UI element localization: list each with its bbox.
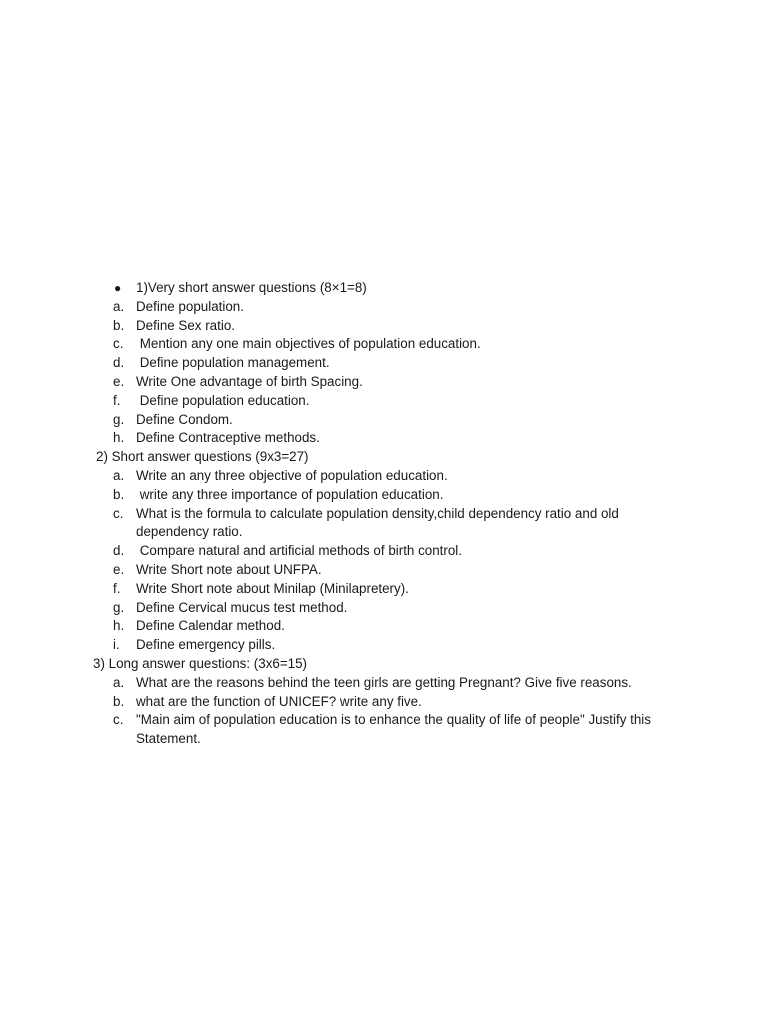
list-item-continuation bbox=[0, 523, 768, 542]
list-item bbox=[0, 561, 768, 580]
item-text: Define population management. bbox=[136, 355, 330, 371]
list-item bbox=[0, 711, 768, 730]
list-item bbox=[0, 354, 768, 373]
item-text-continued: Statement. bbox=[136, 731, 201, 747]
item-marker: d. bbox=[113, 355, 125, 371]
list-item-continuation bbox=[0, 730, 768, 749]
list-item bbox=[0, 429, 768, 448]
item-text: Define population. bbox=[136, 298, 244, 314]
item-text: "Main aim of population education is to enhance the quality of life of people" Justify this bbox=[136, 712, 651, 728]
section-title: 1)Very short answer questions (8×1=8) bbox=[136, 280, 367, 295]
list-item bbox=[0, 335, 768, 354]
item-marker: h. bbox=[113, 618, 125, 634]
item-text: Write Short note about UNFPA. bbox=[136, 561, 322, 577]
item-marker: a. bbox=[113, 298, 125, 314]
item-text: Define Cervical mucus test method. bbox=[136, 599, 348, 615]
list-item bbox=[0, 542, 768, 561]
list-item bbox=[0, 617, 768, 636]
item-text: write any three importance of population education. bbox=[136, 486, 444, 502]
item-marker: b. bbox=[113, 317, 125, 333]
item-marker: c. bbox=[113, 505, 124, 521]
list-item bbox=[0, 505, 768, 524]
list-item bbox=[0, 467, 768, 486]
item-marker: f. bbox=[113, 580, 121, 596]
item-text: Mention any one main objectives of population education. bbox=[136, 336, 481, 352]
item-text: Define Condom. bbox=[136, 411, 233, 427]
list-item bbox=[0, 298, 768, 317]
list-item bbox=[0, 317, 768, 336]
item-text: Write an any three objective of population education. bbox=[136, 467, 448, 483]
list-item bbox=[0, 392, 768, 411]
item-marker: b. bbox=[113, 486, 125, 502]
item-marker: e. bbox=[113, 373, 125, 389]
list-item bbox=[0, 599, 768, 618]
list-item bbox=[0, 486, 768, 505]
item-marker: h. bbox=[113, 430, 125, 446]
list-item bbox=[0, 636, 768, 655]
item-text: Define Sex ratio. bbox=[136, 317, 235, 333]
section-3-heading bbox=[0, 655, 768, 674]
item-text: What are the reasons behind the teen girls are getting Pregnant? Give five reasons. bbox=[136, 674, 632, 690]
item-text: Define emergency pills. bbox=[136, 637, 276, 653]
list-item bbox=[0, 693, 768, 712]
item-marker: d. bbox=[113, 543, 125, 559]
item-marker: a. bbox=[113, 467, 125, 483]
item-text: Write Short note about Minilap (Minilapretery). bbox=[136, 580, 409, 596]
item-text-continued: dependency ratio. bbox=[136, 524, 243, 540]
item-text: Compare natural and artificial methods of birth control. bbox=[136, 543, 462, 559]
item-marker: e. bbox=[113, 561, 125, 577]
section-title: 2) Short answer questions (9x3=27) bbox=[96, 449, 309, 465]
item-marker: g. bbox=[113, 599, 125, 615]
question-paper bbox=[0, 279, 768, 749]
item-text: Define Contraceptive methods. bbox=[136, 430, 320, 446]
item-marker: b. bbox=[113, 693, 125, 709]
bullet-icon: ● bbox=[114, 281, 122, 295]
item-marker: c. bbox=[113, 712, 124, 728]
item-text: what are the function of UNICEF? write any five. bbox=[136, 693, 422, 709]
item-marker: a. bbox=[113, 674, 125, 690]
list-item bbox=[0, 373, 768, 392]
item-text: Define Calendar method. bbox=[136, 618, 285, 634]
item-text: What is the formula to calculate population density,child dependency ratio and old bbox=[136, 505, 619, 521]
list-item bbox=[0, 674, 768, 693]
item-text: Write One advantage of birth Spacing. bbox=[136, 373, 363, 389]
list-item bbox=[0, 411, 768, 430]
item-marker: f. bbox=[113, 392, 121, 408]
item-marker: c. bbox=[113, 336, 124, 352]
item-text: Define population education. bbox=[136, 392, 310, 408]
list-item bbox=[0, 580, 768, 599]
section-2-heading bbox=[0, 448, 768, 467]
section-1-heading bbox=[0, 279, 768, 298]
section-title: 3) Long answer questions: (3x6=15) bbox=[93, 655, 308, 671]
item-marker: g. bbox=[113, 411, 125, 427]
item-marker: i. bbox=[113, 637, 120, 653]
